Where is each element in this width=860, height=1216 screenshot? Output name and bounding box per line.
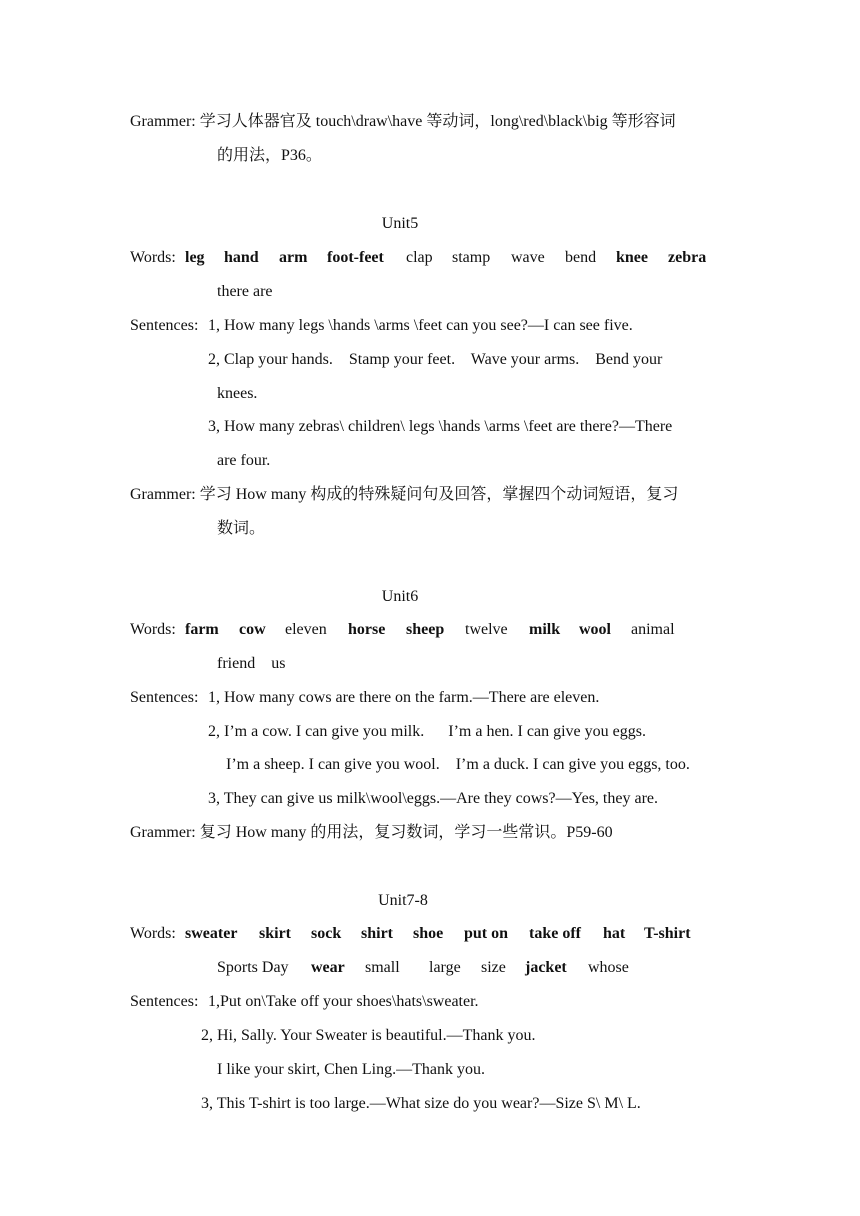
unit6-grammer-line1: 复习 How many 的用法，复习数词，学习一些常识。P59-60 — [195, 824, 613, 841]
unit78-words-label: Words: — [130, 925, 176, 942]
unit5-grammer-line2: 数词。 — [217, 520, 266, 537]
unit6-sentence-2-cont: I’m a sheep. I can give you wool. I’m a duck. I can give you eggs, too. — [226, 756, 690, 773]
unit5-words-label: Words: — [130, 249, 176, 266]
unit78-word: Sports Day — [217, 959, 289, 976]
unit78-sentence-2: 2, Hi, Sally. Your Sweater is beautiful.—Thank you. — [201, 1027, 536, 1044]
unit78-sentence-1: 1,Put on\Take off your shoes\hats\sweater. — [208, 993, 479, 1010]
unit5-sentence-3: 3, How many zebras\ children\ legs \hands \arms \feet are there?—There — [208, 418, 673, 435]
unit78-word: take off — [529, 925, 581, 942]
unit5-grammer-label: Grammer: — [130, 486, 196, 503]
unit78-word: shirt — [361, 925, 393, 942]
unit78-word: T-shirt — [644, 925, 691, 942]
unit6-word: twelve — [465, 621, 508, 638]
unit78-word: small — [365, 959, 400, 976]
unit6-word: cow — [239, 621, 266, 638]
unit78-word: hat — [603, 925, 626, 942]
unit78-word: sweater — [185, 925, 238, 942]
unit5-word: arm — [279, 249, 308, 266]
unit78-word: wear — [311, 959, 345, 976]
unit5-grammer-line1: 学习 How many 构成的特殊疑问句及回答，掌握四个动词短语，复习 — [195, 486, 679, 503]
unit5-sentence-2-cont: knees. — [217, 385, 258, 402]
unit5-sentence-3-cont: are four. — [217, 452, 271, 469]
unit78-word: size — [481, 959, 506, 976]
unit5-sentence-1: 1, How many legs \hands \arms \feet can you see?—I can see five. — [208, 317, 633, 334]
unit78-word: sock — [311, 925, 342, 942]
unit5-title: Unit5 — [381, 215, 419, 232]
unit5-word: knee — [616, 249, 648, 266]
unit78-word: jacket — [525, 959, 567, 976]
unit78-word: shoe — [413, 925, 444, 942]
unit6-word: animal — [631, 621, 675, 638]
unit6-word: eleven — [285, 621, 327, 638]
unit78-word: large — [429, 959, 461, 976]
unit78-sentence-3: 3, This T-shirt is too large.—What size do you wear?—Size S\ M\ L. — [201, 1095, 641, 1112]
unit6-grammer-label: Grammer: — [130, 824, 196, 841]
unit5-word: leg — [185, 249, 205, 266]
unit6-word: farm — [185, 621, 219, 638]
unit5-sentence-2: 2, Clap your hands. Stamp your feet. Wave your arms. Bend your — [208, 351, 663, 368]
grammer-label: Grammer: — [130, 113, 196, 130]
unit6-words-label: Words: — [130, 621, 176, 638]
unit78-sentences-label: Sentences: — [130, 993, 199, 1010]
unit5-sentences-label: Sentences: — [130, 317, 199, 334]
unit5-words-line2: there are — [217, 283, 273, 300]
unit78-word: put on — [464, 925, 509, 942]
unit78-sentence-2-cont: I like your skirt, Chen Ling.—Thank you. — [217, 1061, 485, 1078]
unit6-word: horse — [348, 621, 386, 638]
unit5-word: foot-feet — [327, 249, 384, 266]
unit5-word: clap — [406, 249, 433, 266]
unit5-grammer — [130, 485, 678, 505]
unit5-word: bend — [565, 249, 597, 266]
unit5-word: wave — [511, 249, 545, 266]
unit6-words-line2: friend us — [217, 655, 286, 672]
unit6-word: wool — [579, 621, 611, 638]
unit78-word: skirt — [259, 925, 291, 942]
unit5-word: stamp — [452, 249, 491, 266]
grammer-paragraph — [130, 112, 676, 132]
unit5-word: hand — [224, 249, 259, 266]
unit6-grammer — [130, 823, 613, 843]
unit78-word: whose — [588, 959, 629, 976]
unit6-word: sheep — [406, 621, 445, 638]
unit6-sentences-label: Sentences: — [130, 689, 199, 706]
unit6-sentence-2: 2, I’m a cow. I can give you milk. I’m a hen. I can give you eggs. — [208, 723, 646, 740]
unit6-title: Unit6 — [381, 588, 419, 605]
unit5-word: zebra — [668, 249, 707, 266]
unit78-title: Unit7-8 — [378, 892, 428, 909]
unit6-word: milk — [529, 621, 561, 638]
grammer-text-line2: 的用法，P36。 — [217, 147, 322, 164]
unit6-sentence-1: 1, How many cows are there on the farm.—There are eleven. — [208, 689, 600, 706]
grammer-text-line1: 学习人体器官及 touch\draw\have 等动词，long\red\black\big 等形容词 — [195, 113, 676, 130]
unit6-sentence-3: 3, They can give us milk\wool\eggs.—Are they cows?—Yes, they are. — [208, 790, 658, 807]
